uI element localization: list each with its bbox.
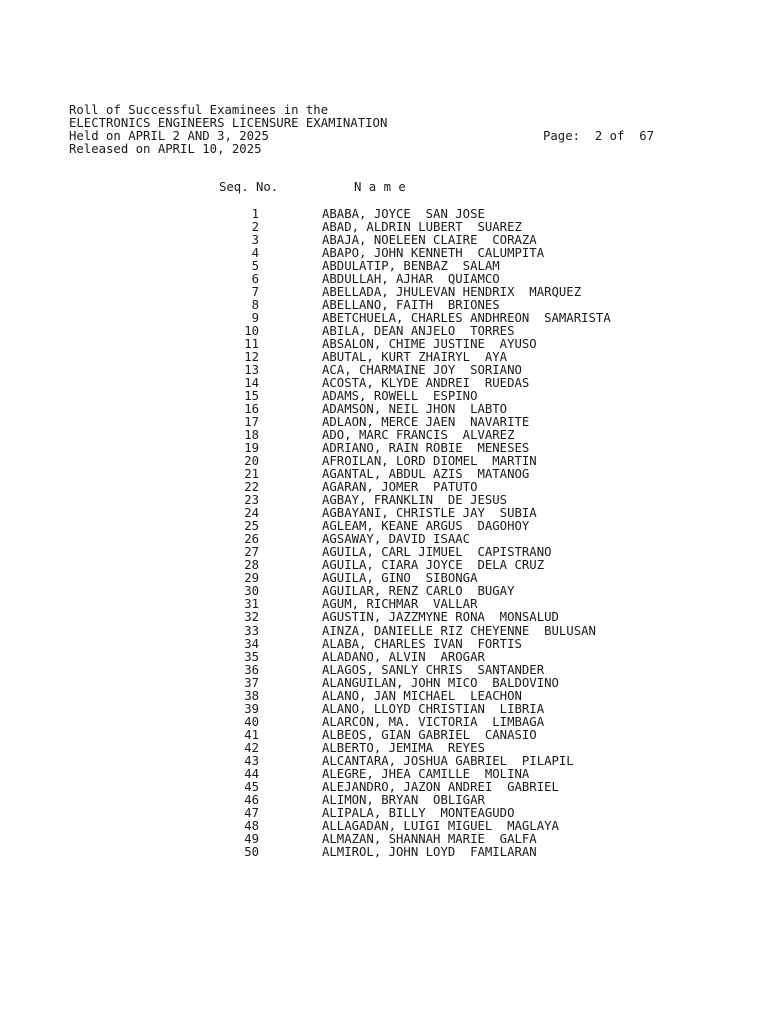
examinee-name: ABAPO, JOHN KENNETH CALUMPITA <box>322 246 545 261</box>
seq-number: 10 <box>244 324 259 339</box>
examinee-name: ABDULATIP, BENBAZ SALAM <box>322 259 500 274</box>
list-item <box>0 729 768 742</box>
seq-number: 12 <box>244 350 259 365</box>
seq-number: 24 <box>244 506 259 521</box>
list-item <box>0 625 768 638</box>
examinee-name: AGSAWAY, DAVID ISAAC <box>322 532 471 547</box>
examinee-name: ADO, MARC FRANCIS ALVAREZ <box>322 428 515 443</box>
seq-number: 36 <box>244 662 259 677</box>
examinee-name: AGUM, RICHMAR VALLAR <box>322 597 478 612</box>
seq-number: 29 <box>244 571 259 586</box>
seq-number: 14 <box>244 376 259 391</box>
seq-number: 35 <box>244 649 259 664</box>
examinee-name: ALANGUILAN, JOHN MICO BALDOVINO <box>322 675 559 690</box>
examinee-name: ADRIANO, RAIN ROBIE MENESES <box>322 441 530 456</box>
seq-number: 22 <box>244 480 259 495</box>
list-item <box>0 651 768 664</box>
examinee-name: ABABA, JOYCE SAN JOSE <box>322 207 485 221</box>
seq-number: 38 <box>244 688 259 703</box>
examinee-name: AFROILAN, LORD DIOMEL MARTIN <box>322 454 537 469</box>
seq-number: 13 <box>244 363 259 378</box>
exam-dates: Held on APRIL 2 AND 3, 2025 <box>69 129 269 143</box>
seq-number: 44 <box>244 766 259 781</box>
examinee-name: ALEGRE, JHEA CAMILLE MOLINA <box>322 766 530 781</box>
examinee-name: AGUILAR, RENZ CARLO BUGAY <box>322 584 515 599</box>
seq-number: 34 <box>244 636 259 651</box>
examinee-name: ALIMON, BRYAN OBLIGAR <box>322 792 485 807</box>
examinee-name: ALADANO, ALVIN AROGAR <box>322 649 485 664</box>
examinee-name: ALMAZAN, SHANNAH MARIE GALFA <box>322 831 537 846</box>
examinee-name: ALANO, LLOYD CHRISTIAN LIBRIA <box>322 701 545 716</box>
seq-number: 15 <box>244 389 259 404</box>
examinee-name: ALEJANDRO, JAZON ANDREI GABRIEL <box>322 779 559 794</box>
list-item <box>0 820 768 833</box>
list-item <box>0 768 768 781</box>
list-item <box>0 833 768 846</box>
seq-number: 11 <box>244 337 259 352</box>
seq-number: 2 <box>251 220 259 235</box>
seq-number: 5 <box>251 259 259 274</box>
report-title: Roll of Successful Examinees in the <box>69 103 329 117</box>
list-item <box>0 807 768 820</box>
seq-number: 49 <box>244 831 259 846</box>
seq-number: 6 <box>251 272 259 287</box>
list-item <box>0 690 768 703</box>
seq-number: 48 <box>244 818 259 833</box>
examinee-name: ALBERTO, JEMIMA REYES <box>322 740 485 755</box>
examinee-name: ACOSTA, KLYDE ANDREI RUEDAS <box>322 376 530 391</box>
seq-number: 47 <box>244 805 259 820</box>
seq-number: 26 <box>244 532 259 547</box>
seq-number: 1 <box>251 207 259 221</box>
seq-number: 43 <box>244 753 259 768</box>
examinee-name: AGUILA, CIARA JOYCE DELA CRUZ <box>322 558 545 573</box>
list-item <box>0 846 768 859</box>
seq-number: 42 <box>244 740 259 755</box>
examinee-name: AGANTAL, ABDUL AZIS MATANOG <box>322 467 530 482</box>
examinee-name: ABAJA, NOELEEN CLAIRE CORAZA <box>322 233 537 248</box>
examinee-list <box>0 208 768 859</box>
seq-number: 21 <box>244 467 259 482</box>
seq-number: 45 <box>244 779 259 794</box>
seq-number: 32 <box>244 610 259 625</box>
examinee-name: AGBAYANI, CHRISTLE JAY SUBIA <box>322 506 537 521</box>
seq-number: 16 <box>244 402 259 417</box>
seq-number: 25 <box>244 519 259 534</box>
examinee-name: ALCANTARA, JOSHUA GABRIEL PILAPIL <box>322 753 574 768</box>
exam-name: ELECTRONICS ENGINEERS LICENSURE EXAMINATION <box>69 116 388 130</box>
examinee-name: ADAMSON, NEIL JHON LABTO <box>322 402 508 417</box>
list-item <box>0 794 768 807</box>
seq-number: 4 <box>251 246 259 261</box>
examinee-name: ABAD, ALDRIN LUBERT SUAREZ <box>322 220 522 235</box>
examinee-name: AGARAN, JOMER PATUTO <box>322 480 478 495</box>
examinee-name: ALAGOS, SANLY CHRIS SANTANDER <box>322 662 545 677</box>
examinee-name: ALLAGADAN, LUIGI MIGUEL MAGLAYA <box>322 818 559 833</box>
examinee-name: ABSALON, CHIME JUSTINE AYUSO <box>322 337 537 352</box>
examinee-name: ABELLADA, JHULEVAN HENDRIX MARQUEZ <box>322 285 582 300</box>
seq-number: 39 <box>244 701 259 716</box>
list-item <box>0 677 768 690</box>
list-item <box>0 716 768 729</box>
seq-number: 46 <box>244 792 259 807</box>
seq-number: 27 <box>244 545 259 560</box>
seq-number: 3 <box>251 233 259 248</box>
examinee-name: ALMIROL, JOHN LOYD FAMILARAN <box>322 844 537 859</box>
seq-number: 19 <box>244 441 259 456</box>
seq-number: 8 <box>251 298 259 313</box>
list-item <box>0 742 768 755</box>
list-item <box>0 664 768 677</box>
examinee-name: ABILA, DEAN ANJELO TORRES <box>322 324 515 339</box>
examinee-name: AGUSTIN, JAZZMYNE RONA MONSALUD <box>322 610 559 625</box>
seq-number: 9 <box>251 311 259 326</box>
examinee-name: ALBEOS, GIAN GABRIEL CANASIO <box>322 727 537 742</box>
examinee-name: ABETCHUELA, CHARLES ANDHREON SAMARISTA <box>322 311 611 326</box>
list-item <box>0 703 768 716</box>
examinee-name: AGLEAM, KEANE ARGUS DAGOHOY <box>322 519 530 534</box>
examinee-name: ACA, CHARMAINE JOY SORIANO <box>322 363 522 378</box>
release-date: Released on APRIL 10, 2025 <box>69 142 262 156</box>
examinee-name: ABUTAL, KURT ZHAIRYL AYA <box>322 350 508 365</box>
examinee-name: AGUILA, GINO SIBONGA <box>322 571 478 586</box>
seq-number: 18 <box>244 428 259 443</box>
examinee-name: ALIPALA, BILLY MONTEAGUDO <box>322 805 515 820</box>
seq-number: 17 <box>244 415 259 430</box>
page-indicator: Page: 2 of 67 <box>543 129 655 143</box>
list-item <box>0 638 768 651</box>
examinee-name: ABDULLAH, AJHAR QUIAMCO <box>322 272 500 287</box>
seq-number: 50 <box>244 844 259 859</box>
list-item <box>0 611 768 624</box>
seq-number: 30 <box>244 584 259 599</box>
examinee-name: ALANO, JAN MICHAEL LEACHON <box>322 688 522 703</box>
examinee-name: ALABA, CHARLES IVAN FORTIS <box>322 636 522 651</box>
examinee-name: ADAMS, ROWELL ESPINO <box>322 389 478 404</box>
seq-number: 20 <box>244 454 259 469</box>
list-item <box>0 781 768 794</box>
seq-column-header: Seq. No. <box>219 180 279 194</box>
seq-number: 7 <box>251 285 259 300</box>
seq-number: 23 <box>244 493 259 508</box>
name-column-header: N a m e <box>354 180 406 194</box>
examinee-name: AGUILA, CARL JIMUEL CAPISTRANO <box>322 545 552 560</box>
seq-number: 40 <box>244 714 259 729</box>
seq-number: 28 <box>244 558 259 573</box>
seq-number: 37 <box>244 675 259 690</box>
examinee-name: ADLAON, MERCE JAEN NAVARITE <box>322 415 530 430</box>
examinee-name: AGBAY, FRANKLIN DE JESUS <box>322 493 508 508</box>
list-item <box>0 755 768 768</box>
examinee-name: ABELLANO, FAITH BRIONES <box>322 298 500 313</box>
seq-number: 33 <box>244 623 259 638</box>
seq-number: 41 <box>244 727 259 742</box>
examinee-name: ALARCON, MA. VICTORIA LIMBAGA <box>322 714 545 729</box>
seq-number: 31 <box>244 597 259 612</box>
examinee-name: AINZA, DANIELLE RIZ CHEYENNE BULUSAN <box>322 623 596 638</box>
